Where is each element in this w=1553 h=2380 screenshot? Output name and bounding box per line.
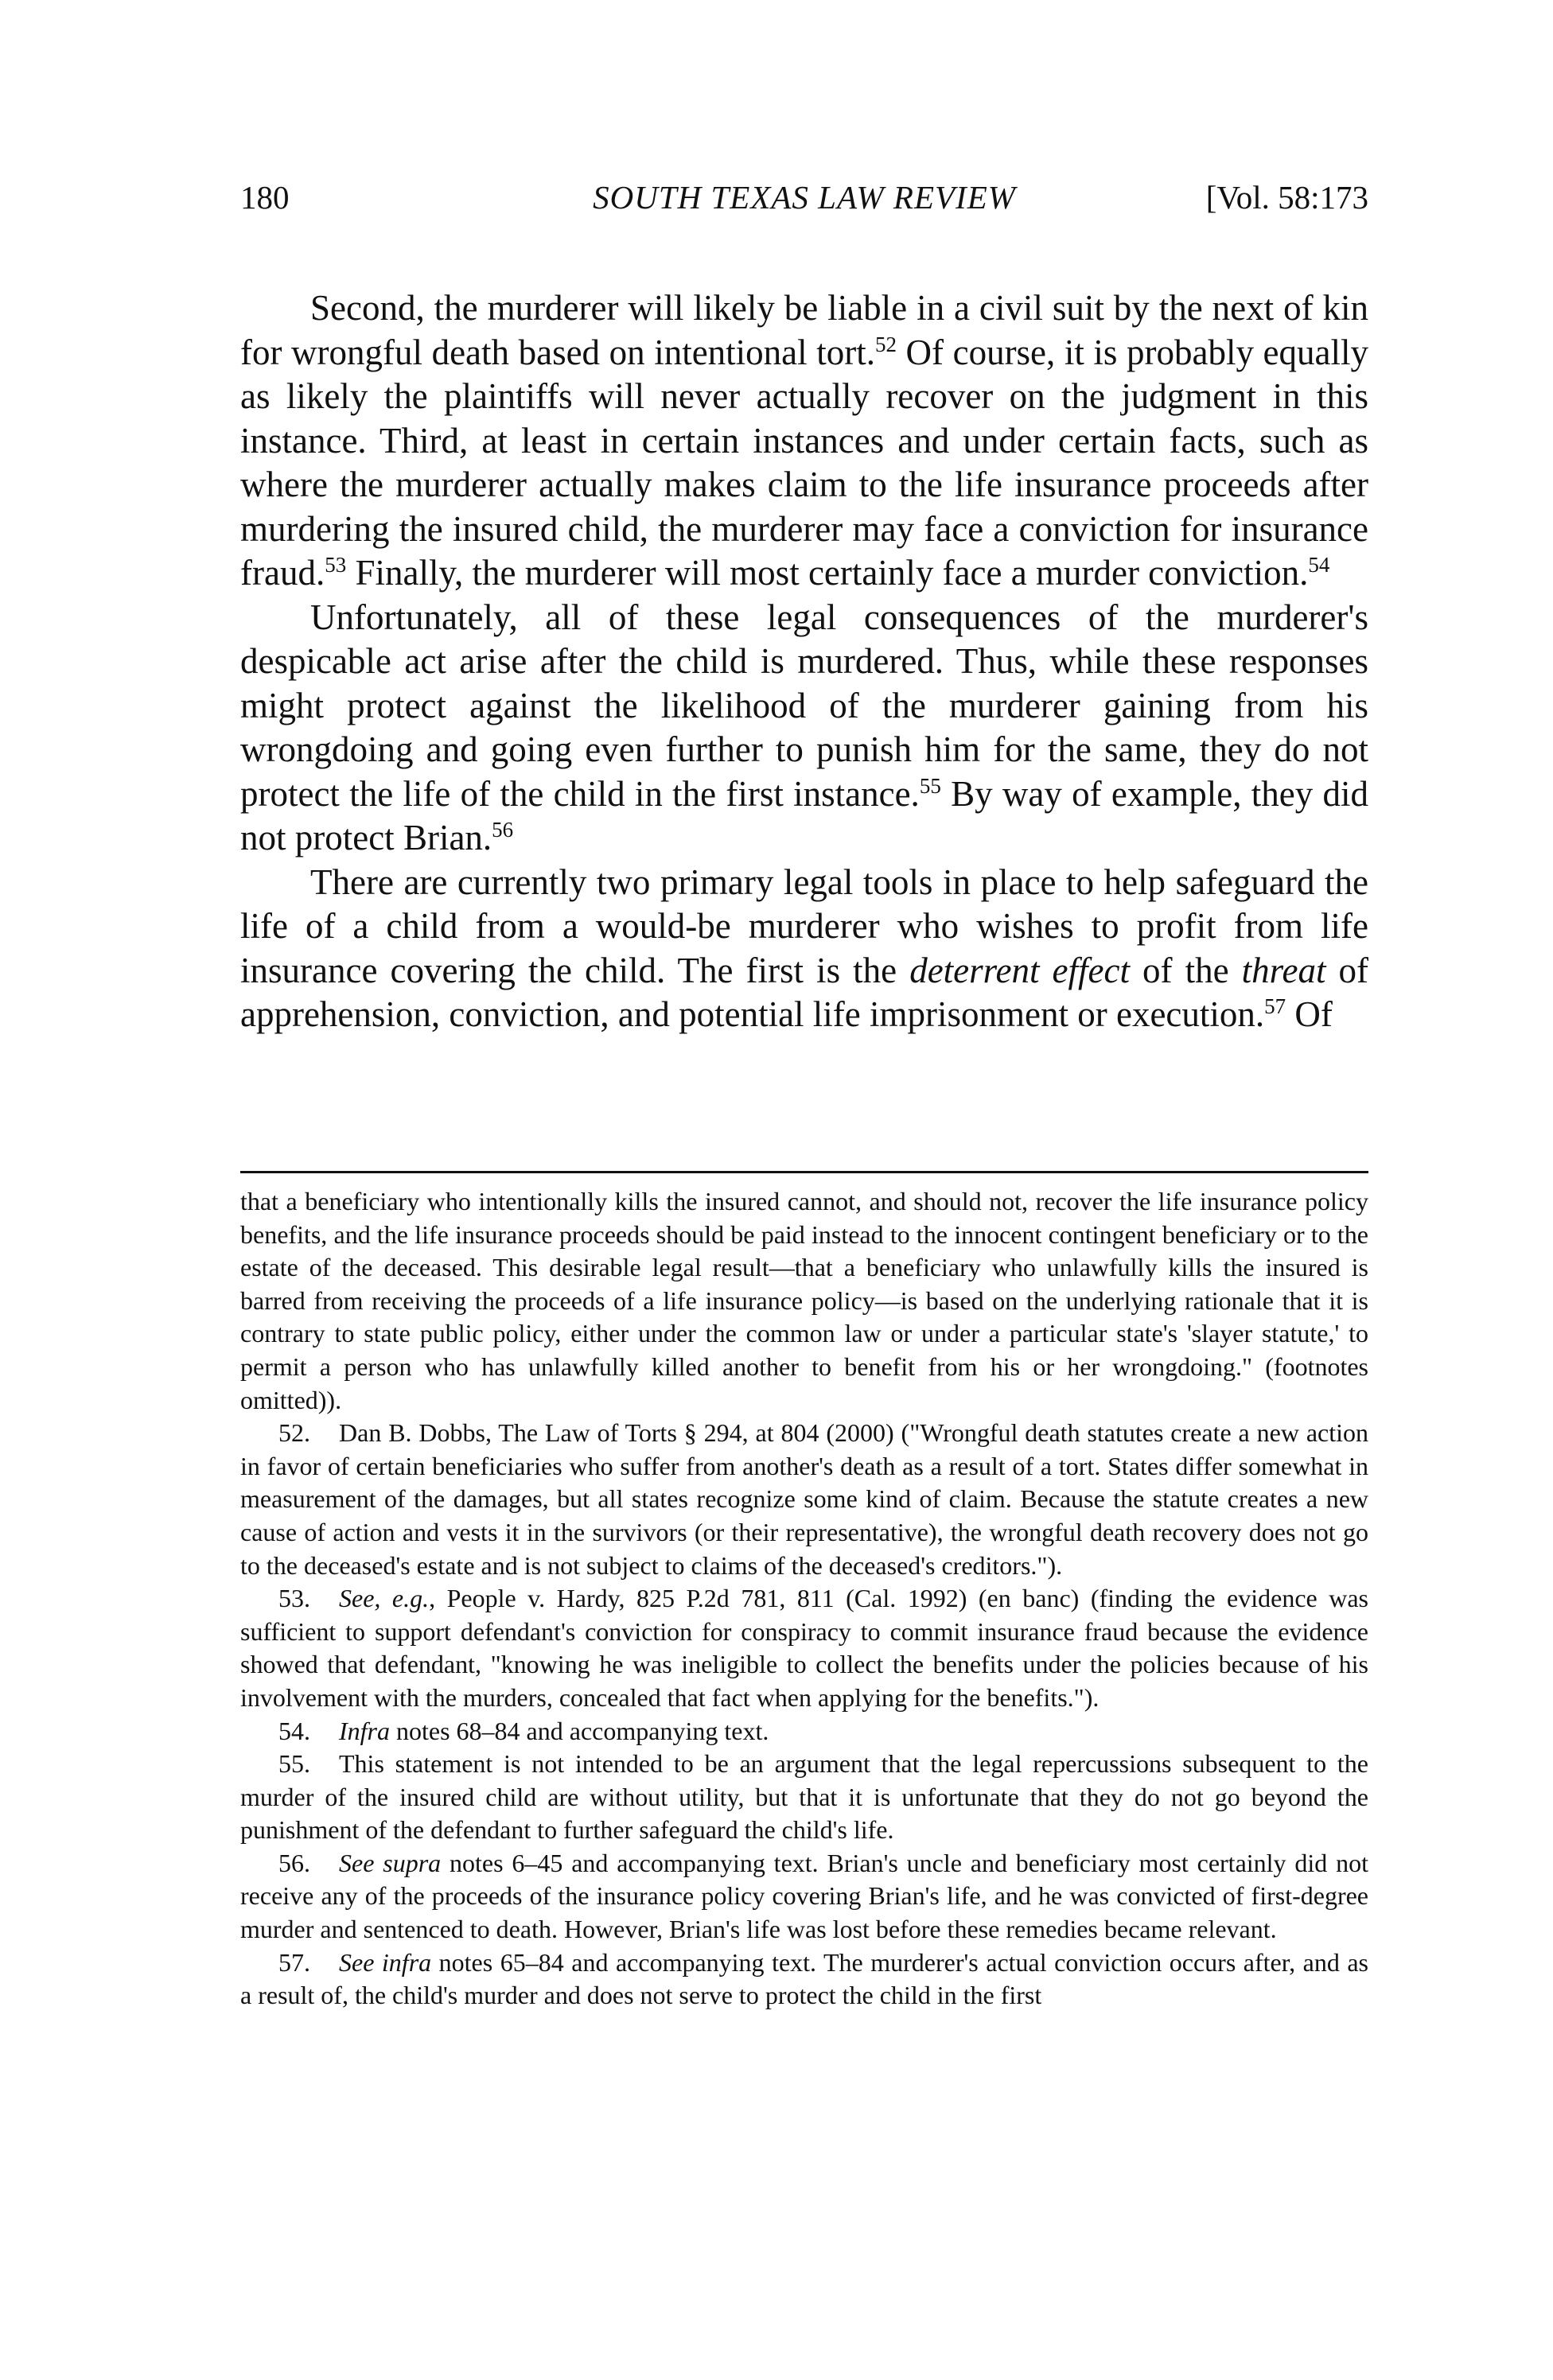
footnote-ref-55: 55 (919, 773, 941, 798)
main-text (240, 286, 1368, 1037)
running-header (240, 173, 1368, 221)
journal-title: SOUTH TEXAS LAW REVIEW (593, 179, 1016, 216)
footnotes (240, 1185, 1368, 2012)
paragraph-2: Unfortunately, all of these legal consequences of the murderer's despicable act arise after the child is murdered. Thus, while these responses might protect against the likelihood of the murderer gaining from his wrongdoing and going even further to punish him for the same, they do not protect the life of the child in the first instance.$^{55}$ By way of example, they did not protect Brian.$^{56}$ (240, 597, 1368, 858)
footnote-57: 57. See infra notes 65–84 and accompanying text. The murderer's actual conviction occurs after, and as a result of, the child's murder and does not serve to protect the child in the first (240, 1947, 1369, 2010)
footnote-number: 55. (278, 1749, 310, 1779)
footnote-ref-54: 54 (1308, 553, 1330, 577)
page-number: 180 (240, 179, 290, 216)
footnote-continuation: that a beneficiary who intentionally kills the insured cannot, and should not, recover the life insurance policy benefits, and the life insurance proceeds should be paid instead to the innocent contingent beneficiary or to the estate of the deceased. This desirable legal result—that a beneficiary who unlawfully kills the insured is barred from receiving the proceeds of a life insurance policy—is based on the underlying rationale that it is contrary to state public policy, either under the common law or under a particular state's 'slayer statute,' to permit a person who has unlawfully killed another to benefit from his or her wrongdoing." (footnotes omitted)). (240, 1187, 1368, 1414)
footnote-53: 53. See, e.g., People v. Hardy, 825 P.2d 781, 811 (Cal. 1992) (en banc) (finding the evidence was sufficient to support defendant's conviction for conspiracy to commit insurance fraud because the evidence showed that defendant, "knowing he was ineligible to collect the benefits under the policies because of his involvement with the murders, concealed that fact when applying for the benefits."). (240, 1584, 1369, 1712)
footnote-52: 52. Dan B. Dobbs, The Law of Torts § 294, at 804 (2000) ("Wrongful death statutes create a new action in favor of certain beneficiaries who suffer from another's death as a result of a tort. States differ somewhat in measurement of the damages, but all states recognize some kind of claim. Because the statute creates a new cause of action and vests it in the survivors (or their representative), the wrongful death recovery does not go to the deceased's estate and is not subject to claims of the deceased's creditors."). (240, 1418, 1368, 1580)
footnote-56: 56. See supra notes 6–45 and accompanying text. Brian's uncle and beneficiary most certainly did not receive any of the proceeds of the insurance policy covering Brian's life, and he was convicted of first-degree murder and sentenced to death. However, Brian's life was lost before these remedies became relevant. (240, 1848, 1369, 1944)
footnote-54: 54. Infra notes 68–84 and accompanying text. (240, 1715, 1368, 1748)
footnote-ref-56: 56 (492, 818, 514, 842)
footnote-ref-53: 53 (325, 553, 347, 577)
paragraph-3: There are currently two primary legal tools in place to help safeguard the life of a child from a would-be murderer who wishes to profit from life insurance covering the child. The first is the deterrent effect of the threat of apprehension, conviction, and potential life imprisonment or execution.$^{57}$ Of (240, 861, 1368, 1034)
footnote-number: 56. (278, 1848, 310, 1877)
paragraph-1: Second, the murderer will likely be liable in a civil suit by the next of kin for wrongful death based on intentional tort.$^{52}$ Of course, it is probably equally as likely the plaintiffs will never actually recover on the judgment in this instance. Third, at least in certain instances and under certain facts, such as where the murderer actually makes claim to the life insurance proceeds after murdering the insured child, the murderer may face a conviction for insurance fraud.$^{53}$ Finally, the murderer will most certainly face a murder conviction.$^{54}$ (240, 288, 1368, 593)
footnote-ref-57: 57 (1264, 994, 1286, 1018)
footnote-55: 55. This statement is not intended to be an argument that the legal repercussions subsequent to the murder of the insured child are without utility, but that it is unfortunate that they do not go beyond the punishment of the defendant to further safeguard the child's life. (240, 1749, 1368, 1845)
footnote-divider (240, 1171, 1368, 1173)
volume-citation: [Vol. 58:173 (1205, 179, 1368, 216)
footnote-number: 57. (278, 1947, 310, 1977)
footnote-number: 52. (278, 1418, 310, 1448)
footnote-number: 53. (278, 1584, 310, 1613)
footnote-number: 54. (278, 1716, 310, 1745)
footnote-ref-52: 52 (874, 332, 897, 356)
